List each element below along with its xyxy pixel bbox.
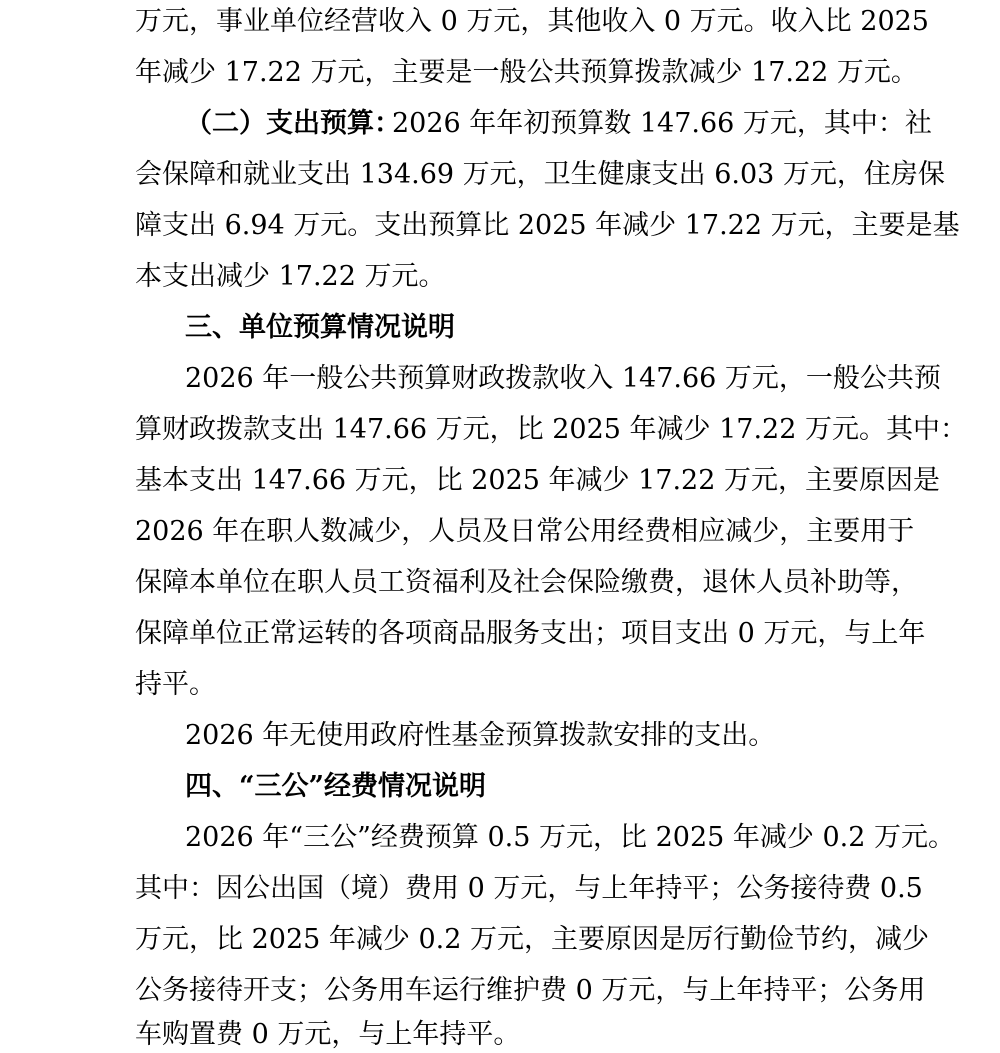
paragraph-line: 保障单位正常运转的各项商品服务支出；项目支出 0 万元，与上年: [135, 618, 926, 649]
paragraph-line: 2026 年年初预算数 147.66 万元，其中：社: [392, 108, 932, 139]
paragraph-line: 会保障和就业支出 134.69 万元，卫生健康支出 6.03 万元，住房保: [135, 159, 945, 190]
paragraph-line: 持平。: [135, 669, 216, 700]
paragraph-line: 车购置费 0 万元，与上年持平。: [135, 1019, 521, 1050]
paragraph-line: 其中：因公出国（境）费用 0 万元，与上年持平；公务接待费 0.5: [135, 873, 923, 904]
paragraph-line: 年减少 17.22 万元，主要是一般公共预算拨款减少 17.22 万元。: [135, 57, 918, 88]
section-subheading: （二）支出预算：: [185, 108, 401, 139]
paragraph-line: 万元，比 2025 年减少 0.2 万元，主要原因是厉行勤俭节约，减少: [135, 924, 929, 955]
paragraph-line: 基本支出 147.66 万元，比 2025 年减少 17.22 万元，主要原因是: [135, 465, 940, 496]
section-heading: 三、单位预算情况说明: [185, 312, 455, 343]
paragraph-line: 公务接待开支；公务用车运行维护费 0 万元，与上年持平；公务用: [135, 975, 926, 1006]
paragraph-line: 障支出 6.94 万元。支出预算比 2025 年减少 17.22 万元，主要是基: [135, 210, 960, 241]
paragraph-line: 万元，事业单位经营收入 0 万元，其他收入 0 万元。收入比 2025: [135, 6, 929, 37]
paragraph-line: 2026 年“三公”经费预算 0.5 万元，比 2025 年减少 0.2 万元。: [185, 822, 955, 853]
paragraph-line: 2026 年在职人数减少，人员及日常公用经费相应减少，主要用于: [135, 516, 915, 547]
section-heading: 四、“三公”经费情况说明: [185, 771, 487, 802]
paragraph-line: 保障本单位在职人员工资福利及社会保险缴费，退休人员补助等，: [135, 567, 918, 598]
paragraph-line: 算财政拨款支出 147.66 万元，比 2025 年减少 17.22 万元。其中：: [135, 414, 967, 445]
paragraph-line: 2026 年无使用政府性基金预算拨款安排的支出。: [185, 720, 776, 751]
paragraph-line: 2026 年一般公共预算财政拨款收入 147.66 万元，一般公共预: [185, 363, 941, 394]
paragraph-line: 本支出减少 17.22 万元。: [135, 261, 446, 292]
